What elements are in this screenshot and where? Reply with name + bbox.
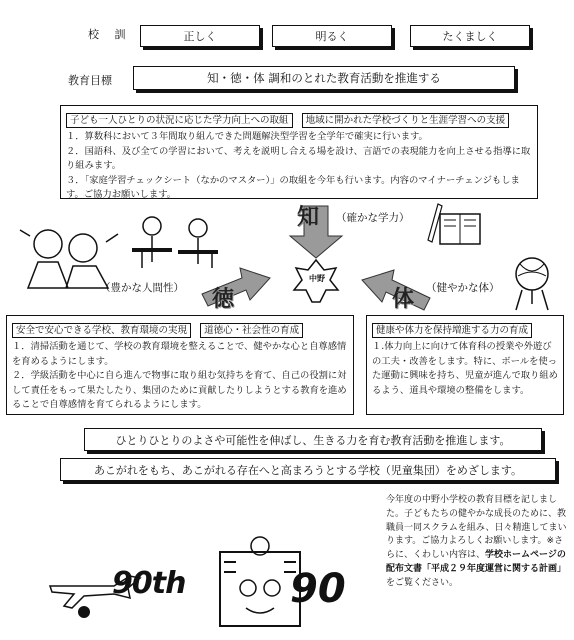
banner-2: あこがれをもち、あこがれる存在へと高まろうとする学校（児童集団）をめざします。 xyxy=(60,458,556,481)
bottom-note-tail: をご覧ください。 xyxy=(386,577,459,588)
pillar-toku-caption: （豊かな人間性） xyxy=(100,282,184,294)
top-item-2: ２．国語科、及び全ての学習において、考えを説明し合える場を設け、言語での表現能力を向上させる指導に取り組みます。 xyxy=(66,145,531,171)
pillar-toku: 徳 xyxy=(212,287,235,312)
motto-value-1: 正しく xyxy=(140,25,260,47)
goal-text: 知・徳・体 調和のとれた教育活動を推進する xyxy=(133,66,515,90)
left-item-1: １．清掃活動を通じて、学校の教育環境を整えることで、健やかな心と自尊感情を育めるようにします。 xyxy=(12,341,347,367)
goal-label: 教育目標 xyxy=(68,74,112,87)
right-item: １.体力向上に向けて体育科の授業や外遊びの工夫・改善をします。特に、ボールを使った運動に興味を持ち、児童が進んで取り組めるよう、道具や環境の整備をします。 xyxy=(372,341,558,396)
bottom-note-text: 今年度の中野小学校の教育目標を記しました。子どもたちの健やかな成長のために、教職員一同スクラムを組み、日々精進してまいります。ご協力よろしくお願いします。※さらに、くわしい内容は、 xyxy=(386,495,567,561)
right-tag: 健康や体力を保持増進する力の育成 xyxy=(372,323,532,338)
bottom-note-bold: 学校ホームページの配布文書「平成２９年度運営に関する計画」 xyxy=(386,550,567,574)
school-emblem: 中野 xyxy=(309,274,325,283)
left-section xyxy=(6,315,354,415)
top-item-1: １．算数科において３年間取り組んできた問題解決型学習を全学年で確実に行います。 xyxy=(66,131,428,142)
pillar-chi-caption: （確かな学力） xyxy=(336,212,410,224)
pillar-chi: 知 xyxy=(297,205,320,230)
motto-label: 校 訓 xyxy=(88,28,132,41)
pillar-tai: 体 xyxy=(392,287,415,312)
left-item-2: ２．学級活動を中心に自ら進んで物事に取り組む気持ちを育て、自己の役割に対して責任をもって果たしたり、集団のために貢献したりしようとする教育を進めることで自尊感情を育てられるようにします。 xyxy=(12,370,347,410)
top-item-3: ３．「家庭学習チェックシート（なかのマスター）」の取組を今年も行います。内容のマイナーチェンジもします。ご協力お願いします。 xyxy=(66,174,520,200)
banner-1: ひとりひとりのよさや可能性を伸ばし、生きる力を育む教育活動を推進します。 xyxy=(84,428,542,451)
left-tag-2: 道徳心・社会性の育成 xyxy=(200,323,303,338)
anniversary-90th: 90th xyxy=(112,566,186,601)
ball-character-icon xyxy=(508,254,556,314)
anniversary-90: 90 xyxy=(290,566,346,612)
pillar-tai-caption: （健やかな体） xyxy=(426,282,500,294)
top-section xyxy=(60,105,538,199)
right-section xyxy=(366,315,564,415)
top-tag-2: 地域に開かれた学校づくりと生涯学習への支援 xyxy=(302,113,510,128)
bottom-note xyxy=(386,494,570,591)
motto-value-2: 明るく xyxy=(272,25,392,47)
left-tag-1: 安全で安心できる学校、教育環境の実現 xyxy=(12,323,191,338)
motto-value-3: たくましく xyxy=(410,25,530,47)
top-tag-1: 子ども一人ひとりの状況に応じた学力向上への取組 xyxy=(66,113,293,128)
